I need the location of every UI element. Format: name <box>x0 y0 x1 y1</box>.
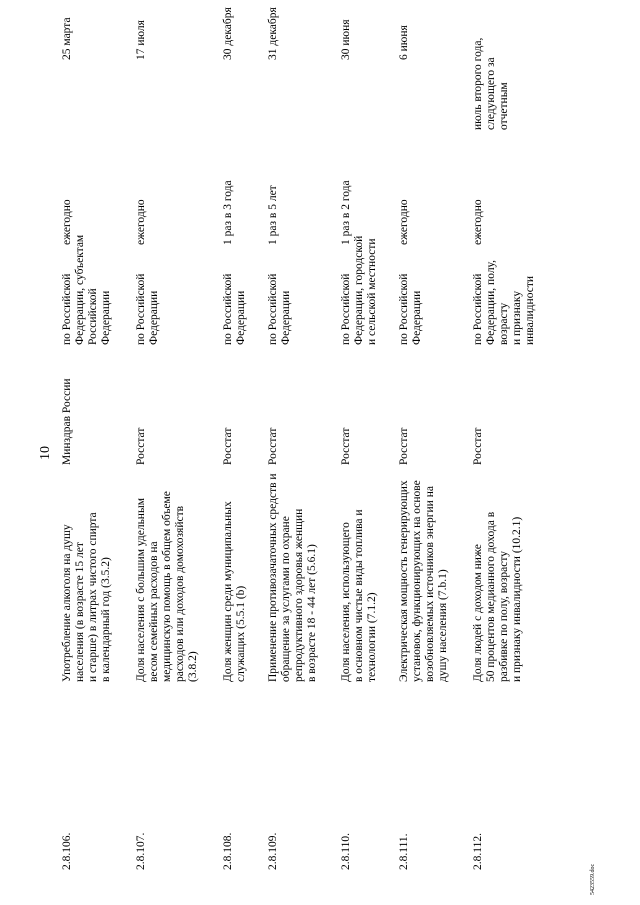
deadline: 30 декабря <box>222 7 234 60</box>
row-number: 2.8.111. <box>398 833 410 870</box>
breakdown-level: по Российской Федерации, городской и сельской местности <box>340 235 378 345</box>
frequency: ежегодно <box>472 199 484 245</box>
document-footer: 5423559.doc <box>590 863 596 895</box>
indicator-name: Доля людей с доходом ниже 50 процентов медианного дохода в разбивке по полу, возрасту и признаку инвалидности (10.2.1) <box>472 511 523 682</box>
breakdown-level: по Российской Федерации <box>398 273 423 345</box>
indicator-name: Применение противозачаточных средств и обращение за услугами по охране репродуктивного здоровья женщин в возрасте 18 - 44 лет (5.6.1) <box>267 473 318 682</box>
frequency: 1 раз в 3 года <box>222 180 234 245</box>
breakdown-level: по Российской Федерации <box>267 273 292 345</box>
deadline: 25 марта <box>61 17 73 60</box>
responsible-agency: Росстат <box>472 427 484 465</box>
frequency: 1 раз в 2 года <box>340 180 352 245</box>
indicator-name: Электрическая мощность генерирующих установок, функционирующих на основе возобновляемых источников энергии на душу населения (7.b.1) <box>398 480 449 682</box>
breakdown-level: по Российской Федерации, полу, возрасту и признаку инвалидности <box>472 259 536 345</box>
indicator-name: Доля женщин среди муниципальных служащих (5.5.1 (b) <box>222 501 247 682</box>
row-number: 2.8.108. <box>222 832 234 870</box>
responsible-agency: Росстат <box>222 427 234 465</box>
row-number: 2.8.110. <box>340 833 352 870</box>
frequency: 1 раз в 5 лет <box>267 185 279 245</box>
breakdown-level: по Российской Федерации <box>222 273 247 345</box>
row-number: 2.8.107. <box>135 832 147 870</box>
frequency: ежегодно <box>398 199 410 245</box>
responsible-agency: Минздрав России <box>61 378 73 465</box>
breakdown-level: по Российской Федерации, субъектам Российской Федерации <box>61 234 112 345</box>
breakdown-level: по Российской Федерации <box>135 273 160 345</box>
row-number: 2.8.109. <box>267 832 279 870</box>
frequency: ежегодно <box>61 199 73 245</box>
responsible-agency: Росстат <box>398 427 410 465</box>
deadline: 30 июня <box>340 19 352 60</box>
responsible-agency: Росстат <box>267 427 279 465</box>
row-number: 2.8.106. <box>61 832 73 870</box>
row-number: 2.8.112. <box>472 833 484 870</box>
deadline: 17 июля <box>135 20 147 60</box>
page-number: 10 <box>38 446 53 460</box>
indicator-name: Доля населения, использующего в основном чистые виды топлива и технологии (7.1.2) <box>340 509 378 682</box>
responsible-agency: Росстат <box>135 427 147 465</box>
frequency: ежегодно <box>135 199 147 245</box>
responsible-agency: Росстат <box>340 427 352 465</box>
indicator-name: Доля населения с большим удельным весом семейных расходов на медицинскую помощь в общем объеме расходов или доходов домохозяйств (3.8.2) <box>135 491 199 682</box>
deadline: июль второго года, следующего за отчетным <box>472 37 510 130</box>
deadline: 31 декабря <box>267 7 279 60</box>
indicator-name: Употребление алкоголя на душу населения (в возрасте 15 лет и старше) в литрах чистого спирта в календарный год (3.5.2) <box>61 512 112 682</box>
deadline: 6 июня <box>398 25 410 60</box>
